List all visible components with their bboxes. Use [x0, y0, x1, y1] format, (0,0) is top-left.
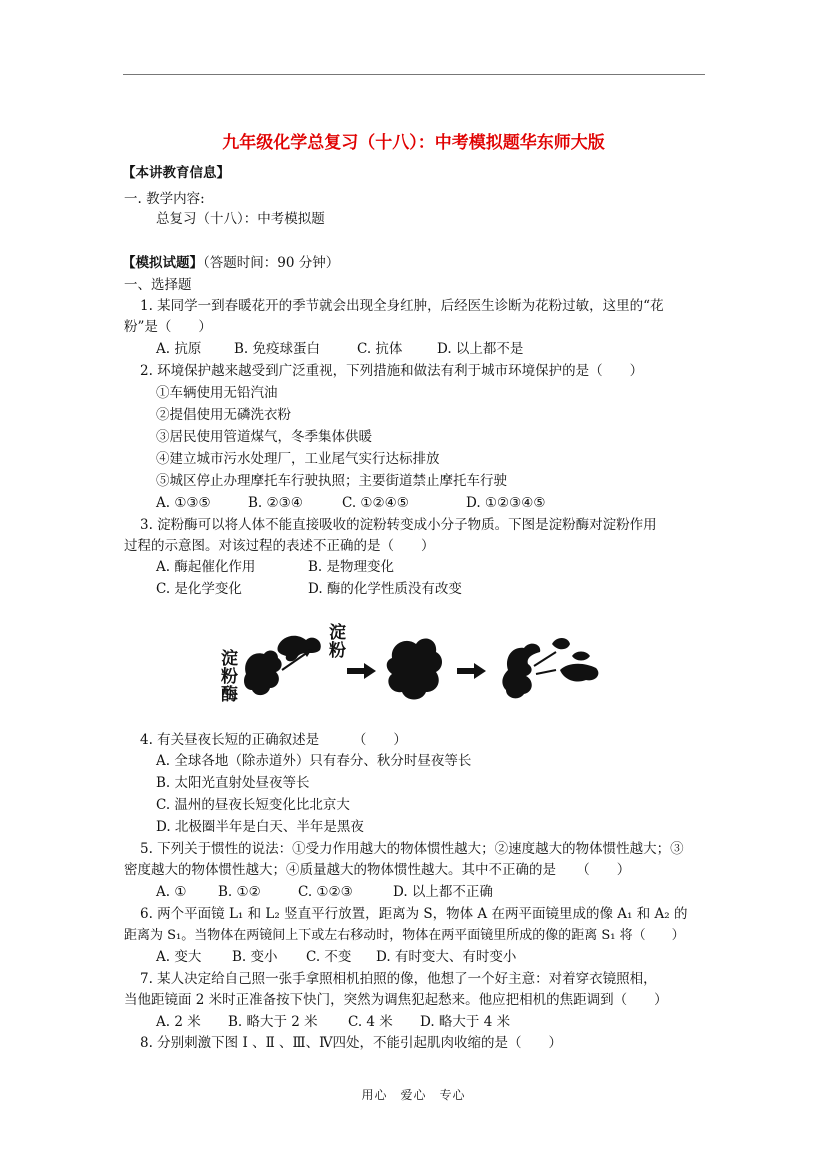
- teaching-content-label: 一. 教学内容:: [124, 191, 205, 207]
- q7-option-b: B. 略大于 2 米: [228, 1014, 318, 1030]
- enzyme-shape-2: [502, 644, 540, 699]
- q1-options: [156, 340, 523, 358]
- q3-line2: 过程的示意图。对该过程的表述不正确的是（ ）: [124, 538, 435, 554]
- q7-option-d: D. 略大于 4 米: [420, 1014, 511, 1030]
- q1-option-a: A. 抗原: [156, 341, 202, 357]
- q6-option-c: C. 不变: [306, 949, 352, 965]
- q5-options: [156, 883, 493, 901]
- q1-line2: 粉”是（ ）: [124, 319, 212, 335]
- q2-options: [156, 494, 545, 512]
- starch-label-2: 粉: [329, 641, 346, 661]
- q3-line1: 3. 淀粉酶可以将人体不能直接吸收的淀粉转变成小分子物质。下图是淀粉酶对淀粉作用: [140, 517, 657, 533]
- q3-options-row1: [156, 558, 394, 576]
- q2-item-1: ①车辆使用无铅汽油: [156, 385, 278, 401]
- q7-option-a: A. 2 米: [156, 1014, 201, 1030]
- page-footer: 用心 爱心 专心: [361, 1088, 466, 1102]
- q5-line1: 5. 下列关于惯性的说法：①受力作用越大的物体惯性越大；②速度越大的物体惯性越大；③: [140, 841, 684, 857]
- q3-options-row2: [156, 580, 462, 598]
- q2-item-3: ③居民使用管道煤气，冬季集体供暖: [156, 429, 372, 445]
- enzyme-label-3: 酶: [221, 685, 238, 705]
- exam-time: （答题时间：90 分钟）: [203, 255, 340, 271]
- q7-line2: 当他距镜面 2 米时正准备按下快门，突然为调焦犯起愁来。他应把相机的焦距调到（ ）: [124, 992, 668, 1008]
- q2-item-4: ④建立城市污水处理厂，工业尾气实行达标排放: [156, 451, 440, 467]
- enzyme-diagram: [212, 622, 612, 712]
- q5-option-b: B. ①②: [218, 884, 261, 900]
- q7-option-c: C. 4 米: [348, 1014, 393, 1030]
- q6-line1: 6. 两个平面镜 L₁ 和 L₂ 竖直平行放置，距离为 S，物体 A 在两平面镜里成的像 A₁ 和 A₂ 的: [140, 906, 688, 922]
- arrow-2-shaft: [457, 668, 475, 674]
- q3-option-d: D. 酶的化学性质没有改变: [308, 581, 462, 597]
- q2-item-2: ②提倡使用无磷洗衣粉: [156, 407, 291, 423]
- page-title: 九年级化学总复习（十八）：中考模拟题华东师大版: [222, 133, 605, 153]
- product-shape-1: [552, 638, 570, 649]
- section-heading-info: 【本讲教育信息】: [122, 165, 230, 181]
- q3-option-c: C. 是化学变化: [156, 581, 242, 597]
- q7-options: [156, 1013, 510, 1031]
- q4-line1: 4. 有关昼夜长短的正确叙述是 （ ）: [140, 732, 407, 748]
- q6-line2: 距离为 S₁。当物体在两镜间上下或左右移动时，物体在两平面镜里所成的像的距离 S₁ 将（ ）: [124, 928, 685, 943]
- enzyme-label-2: 粉: [221, 667, 238, 687]
- q3-option-a: A. 酶起催化作用: [156, 559, 256, 575]
- q4-option-b: B. 太阳光直射处昼夜等长: [156, 775, 310, 791]
- q1-option-d: D. 以上都不是: [437, 341, 524, 357]
- q5-option-a: A. ①: [156, 884, 187, 900]
- enzyme-label-1: 淀: [221, 649, 238, 669]
- q2-option-c: C. ①②④⑤: [342, 495, 409, 511]
- q5-option-c: C. ①②③: [298, 884, 353, 900]
- teaching-content-text: 总复习（十八）：中考模拟题: [156, 211, 325, 227]
- q6-option-b: B. 变小: [232, 949, 278, 965]
- part-multiple-choice: 一、选择题: [124, 277, 192, 293]
- header-rule: [123, 74, 705, 75]
- arrow-1-shaft: [347, 668, 365, 674]
- product-shape-3: [572, 652, 590, 661]
- product-shape-2: [560, 664, 598, 682]
- q1-line1: 1. 某同学一到春暖花开的季节就会出现全身红肿，后经医生诊断为花粉过敏，这里的“花: [140, 298, 664, 314]
- q1-option-c: C. 抗体: [357, 341, 403, 357]
- q4-option-a: A. 全球各地（除赤道外）只有春分、秋分时昼夜等长: [156, 753, 472, 769]
- q6-option-d: D. 有时变大、有时变小: [376, 949, 517, 965]
- exam-heading: 【模拟试题】: [122, 255, 203, 271]
- enzyme-shape-1: [244, 651, 282, 696]
- q6-options: [156, 948, 516, 966]
- section-heading-exam: [122, 254, 339, 272]
- arrow-2-head: [474, 663, 486, 679]
- q7-line1: 7. 某人决定给自己照一张手拿照相机拍照的像，他想了一个好主意：对着穿衣镜照相，: [140, 971, 657, 987]
- q2-option-a: A. ①③⑤: [156, 495, 211, 511]
- q8-line1: 8. 分别刺激下图 Ⅰ 、Ⅱ 、Ⅲ、Ⅳ四处，不能引起肌肉收缩的是（ ）: [140, 1035, 563, 1051]
- starch-label-1: 淀: [329, 623, 346, 643]
- q3-option-b: B. 是物理变化: [308, 559, 395, 575]
- q5-option-d: D. 以上都不正确: [393, 884, 493, 900]
- q5-line2: 密度越大的物体惯性越大；④质量越大的物体惯性越大。其中不正确的是 （ ）: [124, 862, 631, 878]
- q2-option-d: D. ①②③④⑤: [466, 495, 546, 511]
- q2-option-b: B. ②③④: [248, 495, 303, 511]
- q6-option-a: A. 变大: [156, 949, 202, 965]
- q2-line1: 2. 环境保护越来越受到广泛重视，下列措施和做法有利于城市环境保护的是（ ）: [140, 363, 644, 379]
- arrow-1-head: [364, 663, 376, 679]
- arrow-small-3: [536, 670, 556, 674]
- q4-option-d: D. 北极圈半年是白天、半年是黑夜: [156, 819, 364, 835]
- complex-shape: [387, 638, 442, 699]
- q1-option-b: B. 免疫球蛋白: [234, 341, 321, 357]
- q4-option-c: C. 温州的昼夜长短变化比北京大: [156, 797, 350, 813]
- q2-item-5: ⑤城区停止办理摩托车行驶执照；主要街道禁止摩托车行驶: [156, 473, 507, 489]
- arrow-small-2: [534, 652, 556, 666]
